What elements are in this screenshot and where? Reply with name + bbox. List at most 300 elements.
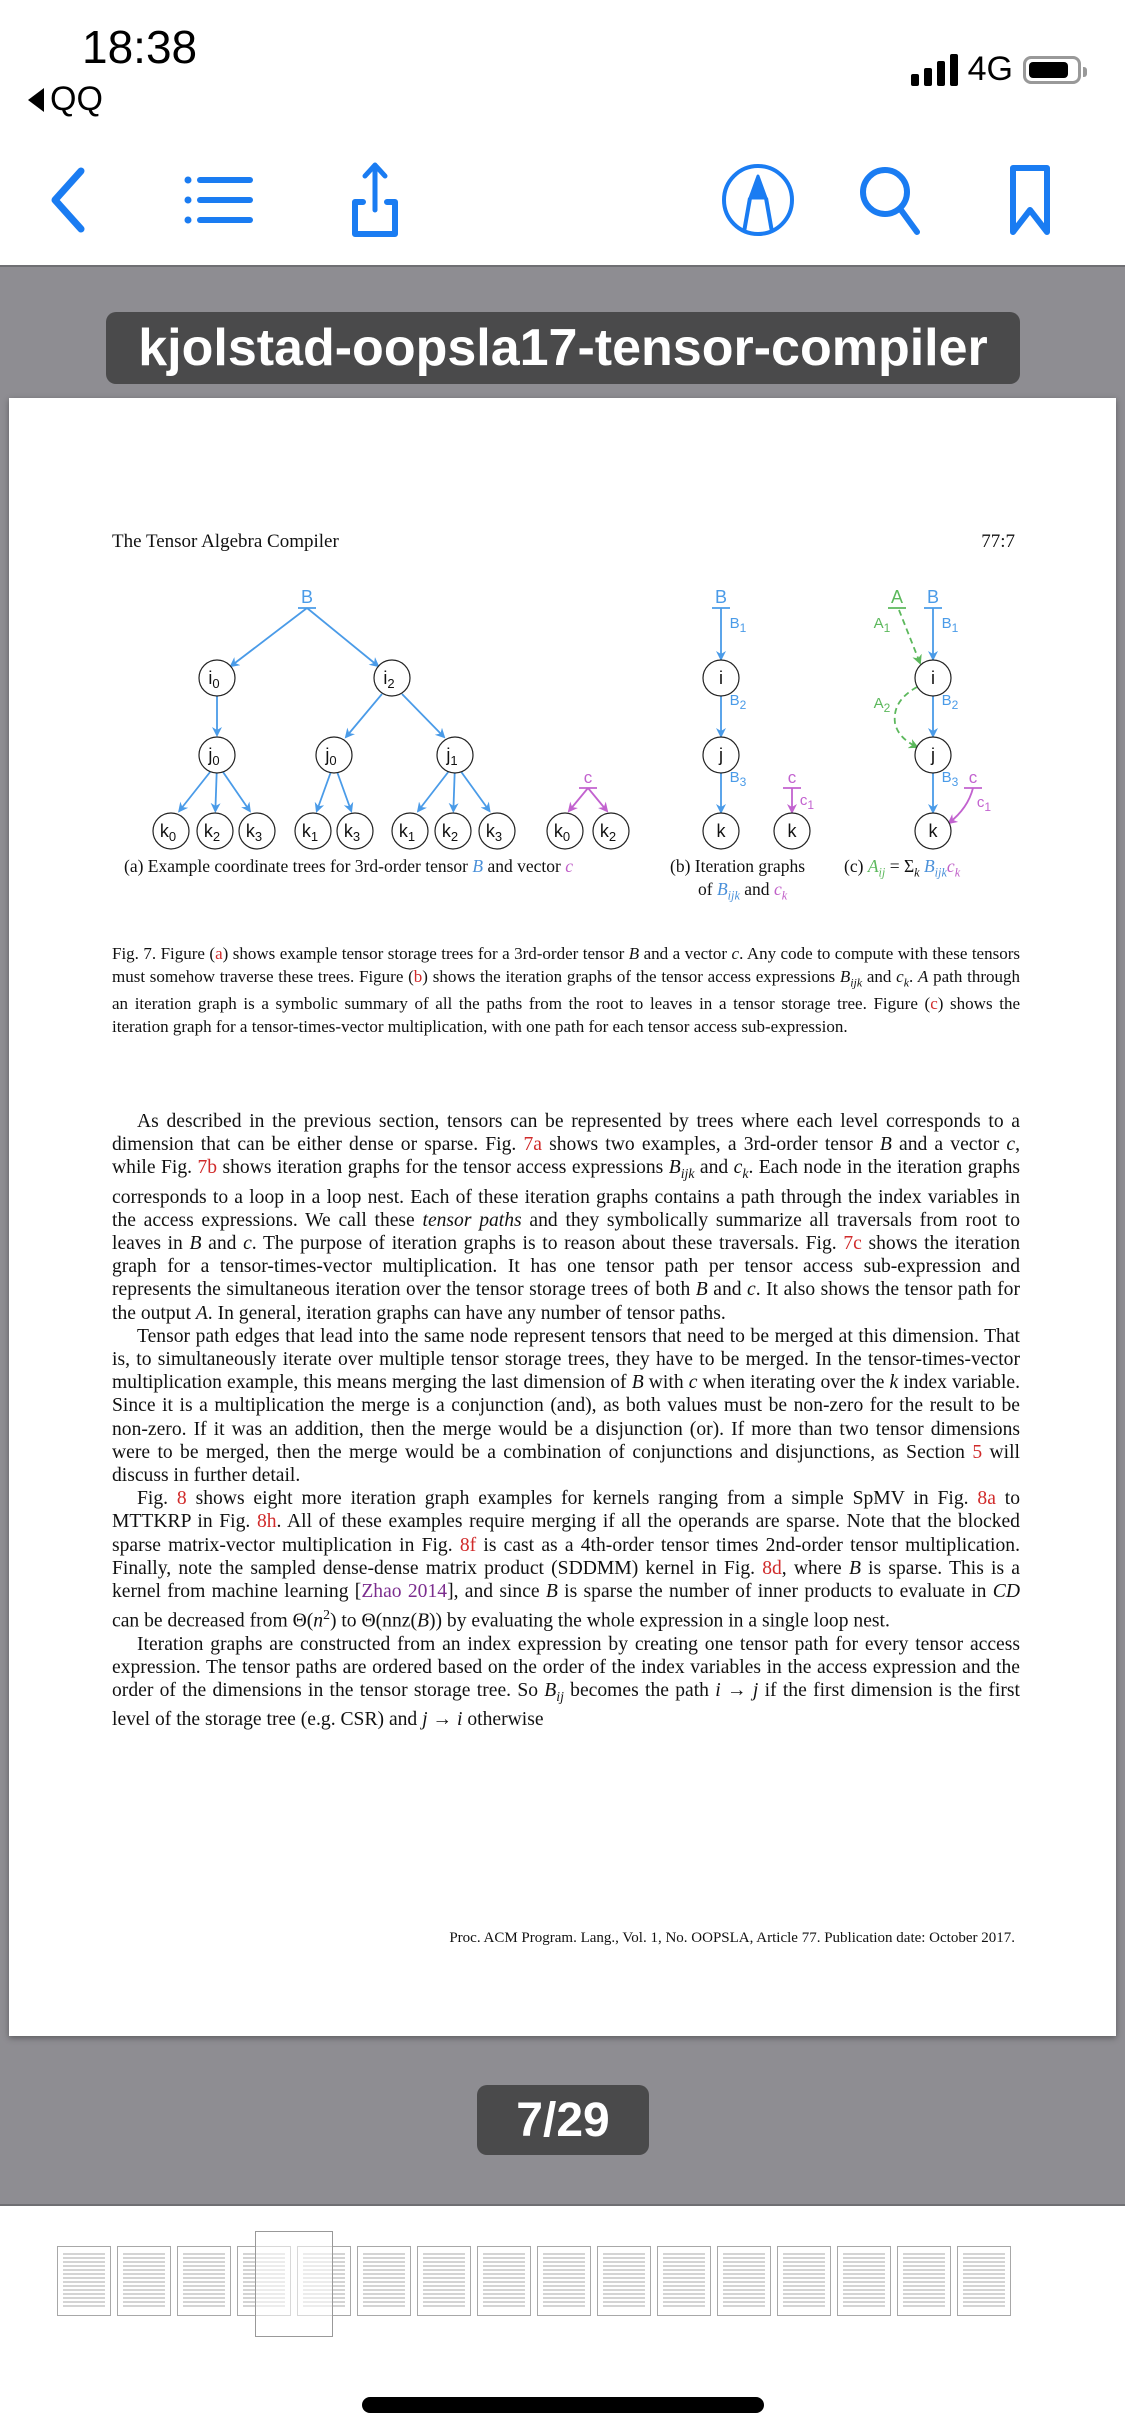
thumbnail-text-line: [843, 2305, 885, 2307]
tree-node-k0: [153, 813, 189, 849]
thumbnail-text-line: [963, 2305, 1005, 2307]
thumbnail-text-line: [603, 2253, 645, 2255]
graph-c-node-k: [915, 813, 951, 849]
thumbnail-text-line: [903, 2289, 945, 2291]
page-thumbnail[interactable]: [357, 2246, 411, 2316]
thumbnail-text-line: [963, 2273, 1005, 2275]
thumbnail-text-line: [363, 2301, 405, 2303]
status-time: 18:38: [82, 21, 198, 73]
pdf-page[interactable]: [9, 398, 1116, 2036]
thumbnail-text-line: [903, 2265, 945, 2267]
tree-node-i2: [374, 660, 410, 696]
markup-icon: [720, 162, 796, 238]
node-label: $k_2$: [203, 821, 221, 844]
thumbnail-text-line: [543, 2257, 585, 2259]
subcaption-a: [124, 855, 573, 878]
thumbnail-text-line: [843, 2261, 885, 2263]
back-button[interactable]: [28, 160, 108, 240]
thumbnail-text-line: [183, 2297, 225, 2299]
thumbnail-text-line: [363, 2277, 405, 2279]
node-label: $k_2$: [599, 821, 617, 844]
back-triangle-icon: [28, 88, 44, 112]
thumbnail-text-line: [723, 2261, 765, 2263]
graph-c-A-label: A: [890, 587, 904, 607]
subcaption-b-and: and: [744, 879, 770, 899]
subcaption-b-line1: (b) Iteration graphs: [670, 856, 806, 876]
subcaption-c-prefix: (c): [844, 856, 864, 876]
thumbnail-text-line: [543, 2265, 585, 2267]
thumbnail-text-line: [543, 2289, 585, 2291]
thumbnail-text-line: [543, 2253, 585, 2255]
page-number: 77:7: [981, 531, 1015, 552]
thumbnail-text-line: [963, 2293, 1005, 2295]
thumbnail-text-line: [123, 2281, 165, 2283]
thumbnail-text-line: [363, 2269, 405, 2271]
thumbnail-text-line: [483, 2253, 525, 2255]
page-thumbnail[interactable]: [837, 2246, 891, 2316]
page-thumbnail[interactable]: [597, 2246, 651, 2316]
thumbnail-text-line: [963, 2289, 1005, 2291]
page-thumbnail[interactable]: [57, 2246, 111, 2316]
thumbnail-text-line: [663, 2297, 705, 2299]
page-thumbnail[interactable]: [117, 2246, 171, 2316]
thumbnail-text-line: [603, 2297, 645, 2299]
graph-b-c-label: c: [787, 768, 797, 787]
thumbnail-text-line: [843, 2293, 885, 2295]
thumbnail-text-line: [903, 2269, 945, 2271]
thumbnail-text-line: [843, 2273, 885, 2275]
thumbnail-text-line: [663, 2305, 705, 2307]
thumbnail-text-line: [543, 2305, 585, 2307]
subcaption-c: (c) $A_{ij} = \Sigma_k$ $B_{ijk}c_k$: [844, 856, 961, 880]
page-thumbnail[interactable]: [417, 2246, 471, 2316]
thumbnail-text-line: [483, 2261, 525, 2263]
paragraph-3: Fig. 8 shows eight more iteration graph examples for kernels ranging from a simple SpMV in Fig. 8a to MTTKRP in Fig. 8h. All of these examples require merging if all the operands are sparse. Note that the blocked sparse matrix-vector multiplication in Fig. 8f is cast as a 4th-order tensor times 2nd-order tensor multiplication. Finally, note the sampled dense-dense matrix product (SDDMM) kernel in Fig. 8d, where B is sparse. This is a kernel from machine learning [Zhao 2014], and since B is sparse the number of inner products to evaluate in CD can be decreased from $\Theta(n^2)$ to Θ(nnz(B)) by evaluating the whole expression in a single loop nest.: [112, 1488, 1021, 1632]
thumbnail-text-line: [423, 2297, 465, 2299]
thumbnail-text-line: [603, 2261, 645, 2263]
thumbnail-text-line: [963, 2265, 1005, 2267]
thumbnail-text-line: [63, 2257, 105, 2259]
thumbnail-text-line: [663, 2281, 705, 2283]
signal-icon: [911, 54, 958, 86]
tree-c-node-k2: [593, 813, 629, 849]
tree-node-k1: [295, 813, 331, 849]
edge: [569, 788, 588, 811]
node-label: $k_2$: [441, 821, 459, 844]
thumbnail-text-line: [123, 2253, 165, 2255]
graph-c-B-label: B: [926, 587, 940, 607]
thumbnail-text-line: [723, 2281, 765, 2283]
subcaption-a-text: (a) Example coordinate trees for 3rd-order tensor: [124, 856, 469, 876]
node-label: $j_1$: [446, 745, 458, 768]
thumbnail-text-line: [63, 2301, 105, 2303]
thumbnail-text-line: [543, 2277, 585, 2279]
thumbnail-text-line: [783, 2277, 825, 2279]
thumbnail-text-line: [363, 2297, 405, 2299]
graph-c-node-j: [915, 737, 951, 773]
figure-caption: Fig. 7. Figure (a) shows example tensor storage trees for a 3rd-order tensor B and a vector c. Any code to compute with these tensors must somehow traverse these trees. Figure (b) shows the iteration graphs of the tensor access expressions $B_{ijk}$ and $c_k$. A path through an iteration graph is a symbolic summary of all the paths from the root to leaves in a tensor storage tree. Figure (c) shows the iteration graph for a tensor-times-vector multiplication, with one path for each tensor access sub-expression.: [112, 944, 1021, 1036]
thumbnail-text-line: [123, 2257, 165, 2259]
thumbnail-text-line: [483, 2277, 525, 2279]
thumbnail-text-line: [843, 2257, 885, 2259]
subcaption-a-and: and vector: [487, 856, 561, 876]
thumbnail-text-line: [63, 2261, 105, 2263]
thumbnail-text-line: [543, 2261, 585, 2263]
thumbnail-text-line: [603, 2265, 645, 2267]
thumbnail-text-line: [843, 2265, 885, 2267]
thumbnail-text-line: [423, 2273, 465, 2275]
thumbnail-text-line: [543, 2293, 585, 2295]
thumbnail-text-line: [903, 2273, 945, 2275]
page-thumbnail[interactable]: [897, 2246, 951, 2316]
thumbnail-text-line: [63, 2265, 105, 2267]
document-title-overlay: kjolstad-oopsla17-tensor-compiler: [106, 312, 1020, 384]
edge: [402, 694, 444, 737]
thumbnail-text-line: [903, 2293, 945, 2295]
thumbnail-text-line: [543, 2301, 585, 2303]
thumbnail-text-line: [123, 2269, 165, 2271]
thumbnail-text-line: [603, 2305, 645, 2307]
thumbnail-text-line: [483, 2293, 525, 2295]
tree-node-k3: [239, 813, 275, 849]
thumbnail-text-line: [963, 2261, 1005, 2263]
edge-label-B1: $B_1$: [941, 615, 959, 635]
thumbnail-text-line: [483, 2305, 525, 2307]
thumbnail-text-line: [903, 2301, 945, 2303]
thumbnail-text-line: [423, 2257, 465, 2259]
thumbnail-text-line: [603, 2285, 645, 2287]
edge: [215, 772, 216, 811]
thumbnail-text-line: [843, 2285, 885, 2287]
back-to-app-button[interactable]: [28, 80, 103, 119]
thumbnail-text-line: [903, 2261, 945, 2263]
edge: [453, 772, 454, 811]
thumbnail-text-line: [363, 2305, 405, 2307]
thumbnail-text-line: [843, 2277, 885, 2279]
thumbnail-text-line: [183, 2293, 225, 2295]
node-label: $j_0$: [325, 745, 337, 768]
body-text: [112, 1110, 1020, 1732]
running-head: The Tensor Algebra Compiler: [112, 531, 339, 552]
thumbnail-text-line: [183, 2305, 225, 2307]
thumbnail-text-line: [423, 2261, 465, 2263]
thumbnail-text-line: [783, 2273, 825, 2275]
graph-b-c-node-k: [774, 813, 810, 849]
edge: [337, 772, 351, 811]
thumbnail-text-line: [543, 2273, 585, 2275]
thumbnail-text-line: [603, 2281, 645, 2283]
thumbnail-text-line: [903, 2257, 945, 2259]
thumbnail-text-line: [963, 2285, 1005, 2287]
thumbnail-text-line: [183, 2281, 225, 2283]
thumbnail-text-line: [723, 2285, 765, 2287]
thumbnail-text-line: [123, 2301, 165, 2303]
table-of-contents-button[interactable]: [178, 160, 258, 240]
tree-B-root-label: B: [300, 587, 314, 607]
thumbnail-text-line: [543, 2285, 585, 2287]
tree-c-node-k0: [547, 813, 583, 849]
bookmark-button[interactable]: [990, 160, 1070, 240]
thumbnail-text-line: [423, 2293, 465, 2295]
node-label: $k_1$: [301, 821, 319, 844]
thumbnail-text-line: [723, 2273, 765, 2275]
tree-node-k3: [337, 813, 373, 849]
thumbnail-text-line: [663, 2277, 705, 2279]
edge-c1: [949, 788, 973, 823]
edge-A2: [895, 687, 917, 747]
thumbnail-text-line: [843, 2289, 885, 2291]
page-thumbnail[interactable]: [657, 2246, 711, 2316]
thumbnail-text-line: [723, 2297, 765, 2299]
graph-b-node-j: [703, 737, 739, 773]
thumbnail-text-line: [483, 2297, 525, 2299]
thumbnail-text-line: [63, 2285, 105, 2287]
node-label: k: [716, 821, 726, 841]
node-label: $i_0$: [208, 668, 220, 691]
thumbnail-text-line: [423, 2289, 465, 2291]
edge: [588, 788, 607, 811]
thumbnail-text-line: [663, 2273, 705, 2275]
status-indicators: [911, 50, 1081, 89]
thumbnail-text-line: [423, 2269, 465, 2271]
thumbnail-text-line: [183, 2285, 225, 2287]
thumbnail-text-line: [783, 2289, 825, 2291]
thumbnail-text-line: [843, 2281, 885, 2283]
thumbnail-text-line: [183, 2269, 225, 2271]
edge-label-c1: $c_1$: [799, 792, 815, 812]
thumbnail-text-line: [663, 2289, 705, 2291]
thumbnail-text-line: [783, 2285, 825, 2287]
toolbar: [0, 150, 1125, 264]
thumbnail-text-line: [663, 2261, 705, 2263]
thumbnail-text-line: [123, 2265, 165, 2267]
thumbnail-text-line: [123, 2285, 165, 2287]
graph-b-root-label: B: [714, 587, 728, 607]
tree-node-j0: [316, 737, 352, 773]
thumbnail-text-line: [903, 2277, 945, 2279]
node-label: $k_1$: [398, 821, 416, 844]
tree-node-k1: [392, 813, 428, 849]
thumbnail-text-line: [963, 2269, 1005, 2271]
edge: [317, 772, 331, 811]
edge: [461, 772, 489, 811]
thumbnail-text-line: [483, 2269, 525, 2271]
edge: [307, 608, 378, 666]
thumbnail-text-line: [63, 2289, 105, 2291]
thumbnail-text-line: [63, 2297, 105, 2299]
thumbnail-text-line: [603, 2257, 645, 2259]
thumbnail-text-line: [123, 2289, 165, 2291]
thumbnail-text-line: [423, 2265, 465, 2267]
list-icon: [178, 170, 258, 230]
thumbnail-text-line: [483, 2265, 525, 2267]
thumbnail-text-line: [843, 2269, 885, 2271]
markup-button[interactable]: [718, 160, 798, 240]
edge-label-B2: $B_2$: [941, 692, 959, 712]
thumbnail-text-line: [603, 2273, 645, 2275]
thumbnail-text-line: [783, 2265, 825, 2267]
thumbnail-text-line: [783, 2297, 825, 2299]
page-thumbnail[interactable]: [477, 2246, 531, 2316]
thumbnail-text-line: [363, 2253, 405, 2255]
edge-label-B3: $B_3$: [729, 769, 747, 789]
subcaption-b-of: of: [698, 879, 713, 899]
tree-node-k3: [479, 813, 515, 849]
thumbnail-text-line: [663, 2257, 705, 2259]
node-label: k: [928, 821, 938, 841]
thumbnail-text-line: [963, 2257, 1005, 2259]
paragraph-1: As described in the previous section, tensors can be represented by trees where each level corresponds to a dimension that can be either dense or sparse. Fig. 7a shows two examples, a 3rd-order tensor B and a vector c, while Fig. 7b shows iteration graphs for the tensor access expressions $B_{ijk}$ and $c_k$. Each node in the iteration graphs corresponds to a loop in a loop nest. Each of these iteration graphs contains a path through the index variables in the access expressions. We call these tensor paths and they symbolically summarize all traversals from root to leaves in B and c. The purpose of iteration graphs is to reason about these traversals. Fig. 7c shows the iteration graph for a tensor-times-vector multiplication. It has one tensor path per tensor access sub-expression and represents the simultaneous iteration over the tensor storage trees of both B and c. It also shows the tensor path for the output A. In general, iteration graphs can have any number of tensor paths.: [112, 1111, 1021, 1324]
thumbnail-text-line: [423, 2253, 465, 2255]
thumbnail-text-line: [183, 2273, 225, 2275]
thumbnail-text-line: [783, 2305, 825, 2307]
share-button[interactable]: [335, 160, 415, 240]
tree-node-k2: [197, 813, 233, 849]
battery-icon: [1023, 56, 1081, 84]
thumbnail-text-line: [423, 2301, 465, 2303]
subcaption-b: (b) Iteration graphs of $B_{ijk}$ and $c_k$: [670, 856, 806, 903]
back-chevron-icon: [43, 165, 93, 235]
share-icon: [345, 160, 405, 240]
edge: [418, 772, 448, 811]
thumbnail-text-line: [903, 2305, 945, 2307]
thumbnail-text-line: [663, 2301, 705, 2303]
thumbnail-text-line: [63, 2293, 105, 2295]
thumbnail-text-line: [603, 2289, 645, 2291]
node-label: i: [931, 668, 935, 688]
thumbnail-text-line: [903, 2297, 945, 2299]
node-label: $k_3$: [343, 821, 361, 844]
thumbnail-text-line: [783, 2261, 825, 2263]
thumbnail-text-line: [963, 2301, 1005, 2303]
thumbnail-text-line: [663, 2269, 705, 2271]
thumbnail-text-line: [123, 2293, 165, 2295]
thumbnail-text-line: [363, 2293, 405, 2295]
tree-node-k2: [435, 813, 471, 849]
thumbnail-text-line: [783, 2269, 825, 2271]
thumbnail-text-line: [603, 2293, 645, 2295]
thumbnail-text-line: [663, 2265, 705, 2267]
subcaption-a-c: c: [565, 856, 573, 876]
thumbnail-text-line: [723, 2257, 765, 2259]
thumbnail-text-line: [363, 2285, 405, 2287]
edge-label-B3: $B_3$: [941, 769, 959, 789]
page-thumbnail[interactable]: [957, 2246, 1011, 2316]
thumbnail-text-line: [363, 2261, 405, 2263]
thumbnail-text-line: [723, 2289, 765, 2291]
thumbnail-text-line: [363, 2257, 405, 2259]
thumbnail-text-line: [723, 2293, 765, 2295]
thumbnail-text-line: [63, 2273, 105, 2275]
thumbnail-text-line: [483, 2281, 525, 2283]
figure-7: [102, 583, 1022, 923]
thumbnail-text-line: [543, 2281, 585, 2283]
network-type: 4G: [967, 50, 1013, 88]
thumbnail-text-line: [63, 2281, 105, 2283]
node-label: $k_3$: [245, 821, 263, 844]
edge-label-A2: $A_2$: [873, 695, 891, 715]
thumbnail-text-line: [183, 2261, 225, 2263]
thumbnail-text-line: [423, 2285, 465, 2287]
thumbnail-text-line: [483, 2289, 525, 2291]
thumbnail-text-line: [63, 2305, 105, 2307]
search-button[interactable]: [850, 160, 930, 240]
edge-label-B2: $B_2$: [729, 692, 747, 712]
thumbnail-text-line: [483, 2301, 525, 2303]
thumbnail-text-line: [183, 2289, 225, 2291]
subcaption-c-eq: = Σ: [889, 856, 915, 876]
thumbnail-text-line: [783, 2257, 825, 2259]
page-thumbnail[interactable]: [717, 2246, 771, 2316]
thumbnail-text-line: [783, 2253, 825, 2255]
thumbnail-text-line: [363, 2265, 405, 2267]
thumbnail-text-line: [663, 2293, 705, 2295]
thumbnail-text-line: [363, 2289, 405, 2291]
node-label: $k_3$: [485, 821, 503, 844]
page-thumbnail[interactable]: [777, 2246, 831, 2316]
thumbnail-text-line: [963, 2297, 1005, 2299]
thumbnail-text-line: [543, 2297, 585, 2299]
thumbnail-text-line: [963, 2253, 1005, 2255]
thumbnail-text-line: [183, 2277, 225, 2279]
thumbnail-text-line: [183, 2253, 225, 2255]
edge-label-B1: $B_1$: [729, 615, 747, 635]
tree-node-j1: [437, 737, 473, 773]
thumbnail-strip[interactable]: [0, 2204, 1125, 2324]
node-label: $k_0$: [553, 821, 571, 844]
thumbnail-text-line: [603, 2301, 645, 2303]
thumbnail-text-line: [483, 2285, 525, 2287]
page-thumbnail[interactable]: [537, 2246, 591, 2316]
page-footer: Proc. ACM Program. Lang., Vol. 1, No. OOPSLA, Article 77. Publication date: October 2017.: [449, 1930, 1015, 1946]
paragraph-2: Tensor path edges that lead into the same node represent tensors that need to be merged at this dimension. That is, to simultaneously iterate over multiple tensor storage trees, they have to be merged. In the tensor-times-vector multiplication example, this means merging the last dimension of B with c when iterating over the k index variable. Since it is a multiplication the merge is a conjunction (and), as both values must be non-zero for the result to be non-zero. If it was an addition, then the merge would be a disjunction (or). If more than two tensor dimensions were to be merged, then the merge would be a combination of conjunctions and disjunctions, as Section 5 will discuss in further detail.: [112, 1325, 1020, 1486]
edge: [179, 772, 210, 811]
graph-b-node-k: [703, 813, 739, 849]
thumbnail-text-line: [543, 2269, 585, 2271]
thumbnail-text-line: [183, 2301, 225, 2303]
thumbnail-selection-frame[interactable]: [255, 2231, 333, 2337]
thumbnail-text-line: [63, 2269, 105, 2271]
thumbnail-text-line: [123, 2297, 165, 2299]
thumbnail-text-line: [963, 2277, 1005, 2279]
home-indicator[interactable]: [362, 2397, 764, 2413]
edge: [223, 772, 250, 811]
thumbnail-text-line: [423, 2277, 465, 2279]
back-app-label: QQ: [50, 80, 103, 118]
thumbnail-text-line: [843, 2297, 885, 2299]
thumbnail-text-line: [63, 2253, 105, 2255]
graph-b-node-i: [703, 660, 739, 696]
thumbnail-text-line: [903, 2253, 945, 2255]
node-label: k: [787, 821, 797, 841]
graph-c-node-i: [915, 660, 951, 696]
thumbnail-text-line: [603, 2277, 645, 2279]
thumbnail-text-line: [123, 2273, 165, 2275]
tree-node-j0: [199, 737, 235, 773]
node-label: $j_0$: [208, 745, 220, 768]
thumbnail-text-line: [903, 2281, 945, 2283]
edge: [346, 694, 382, 737]
thumbnail-text-line: [723, 2253, 765, 2255]
edge-A1: [899, 610, 920, 663]
thumbnail-text-line: [783, 2301, 825, 2303]
node-label: j: [719, 745, 723, 765]
tree-c-root-label: c: [583, 768, 593, 787]
graph-c-c-label: c: [968, 768, 978, 787]
node-label: $i_2$: [383, 668, 395, 691]
page-thumbnail[interactable]: [177, 2246, 231, 2316]
thumbnail-text-line: [423, 2305, 465, 2307]
